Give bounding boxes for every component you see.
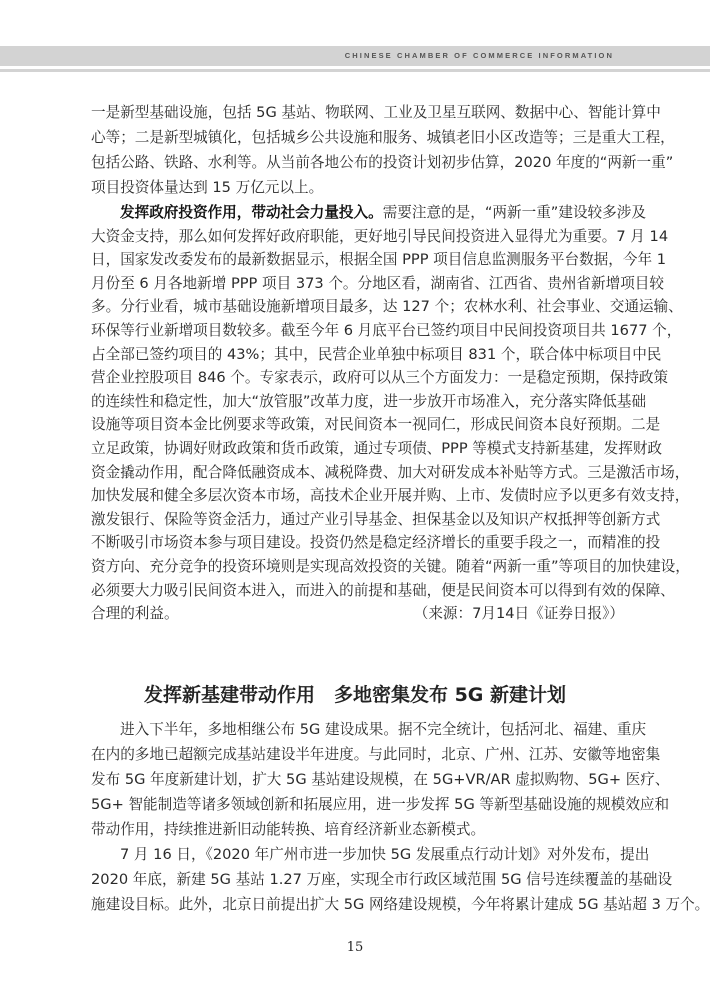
text-line: 多。分行业看，城市基础设施新增项目最多，达 127 个；农林水利、社会事业、交通运输、 xyxy=(91,298,683,316)
text-line: 营企业控股项目 846 个。专家表示，政府可以从三个方面发力：一是稳定预期，保持政策 xyxy=(91,369,669,387)
text-line: 资方向、充分竞争的投资环境则是实现高效投资的关键。随着“两新一重”等项目的加快建设， xyxy=(91,557,690,575)
text-line: 进入下半年，多地相继公布 5G 建设成果。据不完全统计，包括河北、福建、重庆 xyxy=(120,721,647,738)
lead-text: 需要注意的是，“两新一重”建设较多涉及 xyxy=(382,204,646,221)
section-heading: 发挥新基建带动作用 多地密集发布 5G 新建计划 xyxy=(143,684,567,706)
text-line: 激发银行、保险等资金活力，通过产业引导基金、担保基金以及知识产权抵押等创新方式 xyxy=(91,510,661,528)
lead-heading: 发挥政府投资作用，带动社会力量投入。 xyxy=(120,204,383,221)
closing-text: 合理的利益。 xyxy=(91,605,179,623)
text-line: 包括公路、铁路、水利等。从当前各地公布的投资计划初步估算，2020 年度的“两新一重” xyxy=(91,154,674,171)
text-line: 7 月 16 日，《2020 年广州市进一步加快 5G 发展重点行动计划》对外发布，提出 xyxy=(120,846,650,863)
running-title: CHINESE CHAMBER OF COMMERCE INFORMATION xyxy=(344,51,614,60)
source-citation: （来源：7月14日《证券日报》） xyxy=(413,605,624,623)
text-line: 5G+ 智能制造等诸多领域创新和拓展应用，进一步发挥 5G 等新型基础设施的规模效应和 xyxy=(91,796,670,813)
text-line: 日，国家发改委发布的最新数据显示，根据全国 PPP 项目信息监测服务平台数据，今年 1 xyxy=(91,251,666,269)
text-line: 加快发展和健全多层次资本市场，高技术企业开展并购、上市、发债时应予以更多有效支持， xyxy=(91,487,690,505)
text-line: 月份至 6 月各地新增 PPP 项目 373 个。分地区看，湖南省、江西省、贵州省新增项目较 xyxy=(91,274,664,292)
text-line: 项目投资体量达到 15 万亿元以上。 xyxy=(91,179,324,196)
text-line: 立足政策，协调好财政政策和货币政策，通过专项债、PPP 等模式支持新基建，发挥财政 xyxy=(91,439,663,457)
text-line: 的连续性和稳定性，加大“放管服”改革力度，进一步放开市场准入，充分落实降低基础 xyxy=(91,392,647,410)
text-line: 设施等项目资本金比例要求等政策，对民间资本一视同仁，形成民间资本良好预期。二是 xyxy=(91,416,661,434)
paragraph-2 xyxy=(91,201,690,626)
text-line: 施建设目标。此外，北京日前提出扩大 5G 网络建设规模，今年将累计建成 5G 基站超 3 万个。 xyxy=(91,896,710,913)
paragraph-3 xyxy=(91,717,670,842)
paragraph-4 xyxy=(91,842,710,917)
text-line: 在内的多地已超额完成基站建设半年进度。与此同时，北京、广州、江苏、安徽等地密集 xyxy=(91,746,661,763)
text-line: 一是新型基础设施，包括 5G 基站、物联网、工业及卫星互联网、数据中心、智能计算中 xyxy=(91,104,661,121)
text-line: 大资金支持，那么如何发挥好政府职能，更好地引导民间投资进入显得尤为重要。7 月 14 xyxy=(91,227,669,245)
text-line: 占全部已签约项目的 43%；其中，民营企业单独中标项目 831 个，联合体中标项目中民 xyxy=(91,345,662,363)
text-line: 不断吸引市场资本参与项目建设。投资仍然是稳定经济增长的重要手段之一，而精准的投 xyxy=(91,534,661,552)
text-line xyxy=(91,201,646,225)
text-line: 2020 年底，新建 5G 基站 1.27 万座，实现全市行政区域范围 5G 信号连续覆盖的基础设 xyxy=(91,871,673,888)
text-line: 环保等行业新增项目数较多。截至今年 6 月底平台已签约项目中民间投资项目共 1677 个， xyxy=(91,321,682,339)
text-line: 必须要大力吸引民间资本进入，而进入的前提和基础，便是民间资本可以得到有效的保障、 xyxy=(91,581,675,599)
paragraph-1 xyxy=(91,100,675,200)
header-divider xyxy=(0,69,710,72)
text-line xyxy=(91,602,624,626)
page-number: 15 xyxy=(346,940,364,955)
text-line: 资金撬动作用，配合降低融资成本、减税降费、加大对研发成本补贴等方式。三是激活市场， xyxy=(91,463,690,481)
text-line: 发布 5G 年度新建计划，扩大 5G 基站建设规模，在 5G+VR/AR 虚拟购物、5G+ 医疗、 xyxy=(91,771,670,788)
text-line: 带动作用，持续推进新旧动能转换、培育经济新业态新模式。 xyxy=(91,821,486,838)
text-line: 心等；二是新型城镇化，包括城乡公共设施和服务、城镇老旧小区改造等；三是重大工程， xyxy=(91,129,675,146)
